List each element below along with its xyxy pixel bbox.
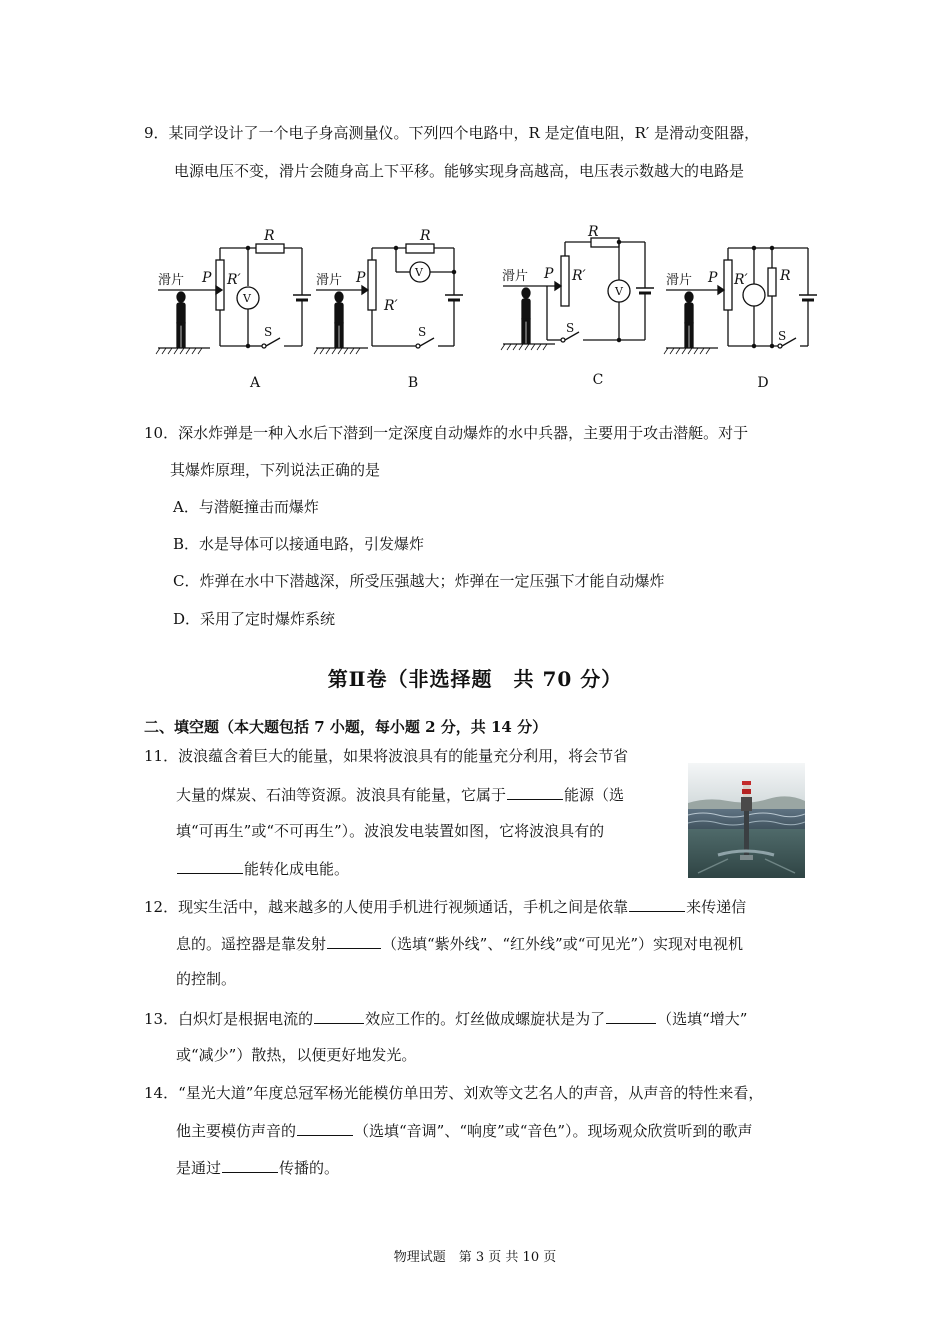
label-p-b: P bbox=[356, 270, 366, 286]
q10-option-b: B．水是导体可以接通电路，引发爆炸 bbox=[173, 535, 425, 553]
q14-line3-part2: 传播的。 bbox=[279, 1159, 340, 1177]
label-r-a: R bbox=[264, 228, 275, 244]
q12-blank-2[interactable] bbox=[327, 933, 381, 949]
label-p-c: P bbox=[544, 266, 554, 282]
q13-line1-part3: （选填“增大” bbox=[657, 1010, 748, 1028]
label-rp-a: R′ bbox=[227, 272, 241, 288]
wave-generator-photo bbox=[688, 763, 805, 878]
q14-line3-part1: 是通过 bbox=[176, 1159, 222, 1177]
q10-line2: 其爆炸原理，下列说法正确的是 bbox=[170, 461, 381, 479]
q14-blank-1[interactable] bbox=[297, 1120, 353, 1136]
option-label-c: C bbox=[592, 372, 604, 388]
q14-line3 bbox=[176, 1157, 339, 1178]
q12-line1 bbox=[144, 896, 746, 917]
q11-line1: 11．波浪蕴含着巨大的能量，如果将波浪具有的能量充分利用，将会节省 bbox=[144, 747, 629, 765]
label-r-d: R bbox=[780, 268, 791, 284]
label-v-a: V bbox=[243, 292, 251, 305]
label-s-d: S bbox=[778, 329, 787, 343]
q13-line1-part1: 13．白炽灯是根据电流的 bbox=[144, 1010, 314, 1028]
label-p-a: P bbox=[202, 270, 212, 286]
q12-line2 bbox=[176, 933, 743, 954]
label-r-c: R bbox=[588, 224, 599, 240]
section-title: 二、填空题（本大题包括 7 小题，每小题 2 分，共 14 分） bbox=[144, 718, 548, 736]
circuit-c bbox=[501, 238, 654, 350]
q12-line3: 的控制。 bbox=[176, 970, 237, 988]
q11-line3: 填“可再生”或“不可再生”）。波浪发电装置如图，它将波浪具有的 bbox=[176, 822, 605, 840]
q11-line2-part2: 能源（选 bbox=[564, 786, 625, 804]
q13-blank-1[interactable] bbox=[314, 1008, 364, 1024]
label-v-b: V bbox=[415, 266, 423, 279]
option-label-a: A bbox=[249, 375, 261, 391]
q12-line1-part2: 来传递信 bbox=[686, 898, 747, 916]
q9-line2: 电源电压不变，滑片会随身高上下平移。能够实现身高越高，电压表示数越大的电路是 bbox=[174, 162, 745, 180]
q14-line2 bbox=[176, 1120, 753, 1141]
label-slider-a: 滑片 bbox=[158, 273, 185, 288]
q13-line1-part2: 效应工作的。灯丝做成螺旋状是为了 bbox=[365, 1010, 606, 1028]
q12-line2-part2: （选填“紫外线”、“红外线”或“可见光”）实现对电视机 bbox=[382, 935, 744, 953]
label-rp-b: R′ bbox=[384, 298, 398, 314]
q14-blank-2[interactable] bbox=[222, 1157, 278, 1173]
q11-blank-2[interactable] bbox=[177, 858, 243, 874]
q13-line1 bbox=[144, 1008, 747, 1029]
q12-blank-1[interactable] bbox=[629, 896, 685, 912]
q9-line1: 9．某同学设计了一个电子身高测量仪。下列四个电路中，R 是定值电阻，R′ 是滑动变阻器， bbox=[144, 124, 760, 142]
label-slider-d: 滑片 bbox=[666, 273, 693, 288]
q11-blank-1[interactable] bbox=[507, 784, 563, 800]
q10-line1: 10．深水炸弹是一种入水后下潜到一定深度自动爆炸的水中兵器，主要用于攻击潜艇。对于 bbox=[144, 424, 749, 442]
q11-line2-part1: 大量的煤炭、石油等资源。波浪具有能量，它属于 bbox=[176, 786, 507, 804]
option-label-b: B bbox=[407, 375, 419, 391]
q11-line2 bbox=[176, 784, 624, 805]
label-v-c: V bbox=[615, 285, 623, 298]
page-footer: 物理试题 第 3 页 共 10 页 bbox=[393, 1250, 557, 1265]
label-s-b: S bbox=[418, 325, 427, 339]
option-label-d: D bbox=[757, 375, 769, 391]
q12-line2-part1: 息的。遥控器是靠发射 bbox=[176, 935, 327, 953]
q10-option-a: A．与潜艇撞击而爆炸 bbox=[173, 498, 319, 516]
q11-line4-part2: 能转化成电能。 bbox=[244, 860, 350, 878]
q10-option-d: D．采用了定时爆炸系统 bbox=[173, 610, 336, 628]
label-rp-d: R′ bbox=[734, 272, 748, 288]
q11-line4 bbox=[176, 858, 349, 879]
q14-line2-part2: （选填“音调”、“响度”或“音色”）。现场观众欣赏听到的歌声 bbox=[354, 1122, 753, 1140]
circuit-d bbox=[664, 246, 817, 354]
q13-line2: 或“减少”）散热，以便更好地发光。 bbox=[176, 1046, 417, 1064]
circuit-diagrams bbox=[150, 220, 830, 360]
label-r-b: R bbox=[420, 228, 431, 244]
q12-line1-part1: 12．现实生活中，越来越多的人使用手机进行视频通话，手机之间是依靠 bbox=[144, 898, 629, 916]
q13-blank-2[interactable] bbox=[606, 1008, 656, 1024]
label-slider-b: 滑片 bbox=[316, 273, 343, 288]
part2-title: 第Ⅱ卷（非选择题 共 70 分） bbox=[327, 667, 623, 691]
label-s-c: S bbox=[566, 321, 575, 335]
circuit-a bbox=[156, 244, 311, 354]
label-p-d: P bbox=[708, 270, 718, 286]
label-s-a: S bbox=[264, 325, 273, 339]
q10-option-c: C．炸弹在水中下潜越深，所受压强越大；炸弹在一定压强下才能自动爆炸 bbox=[173, 572, 665, 590]
q14-line1: 14．“星光大道”年度总冠军杨光能模仿单田芳、刘欢等文艺名人的声音，从声音的特性来看， bbox=[144, 1084, 764, 1102]
q14-line2-part1: 他主要模仿声音的 bbox=[176, 1122, 297, 1140]
label-rp-c: R′ bbox=[572, 268, 586, 284]
label-slider-c: 滑片 bbox=[502, 269, 529, 284]
